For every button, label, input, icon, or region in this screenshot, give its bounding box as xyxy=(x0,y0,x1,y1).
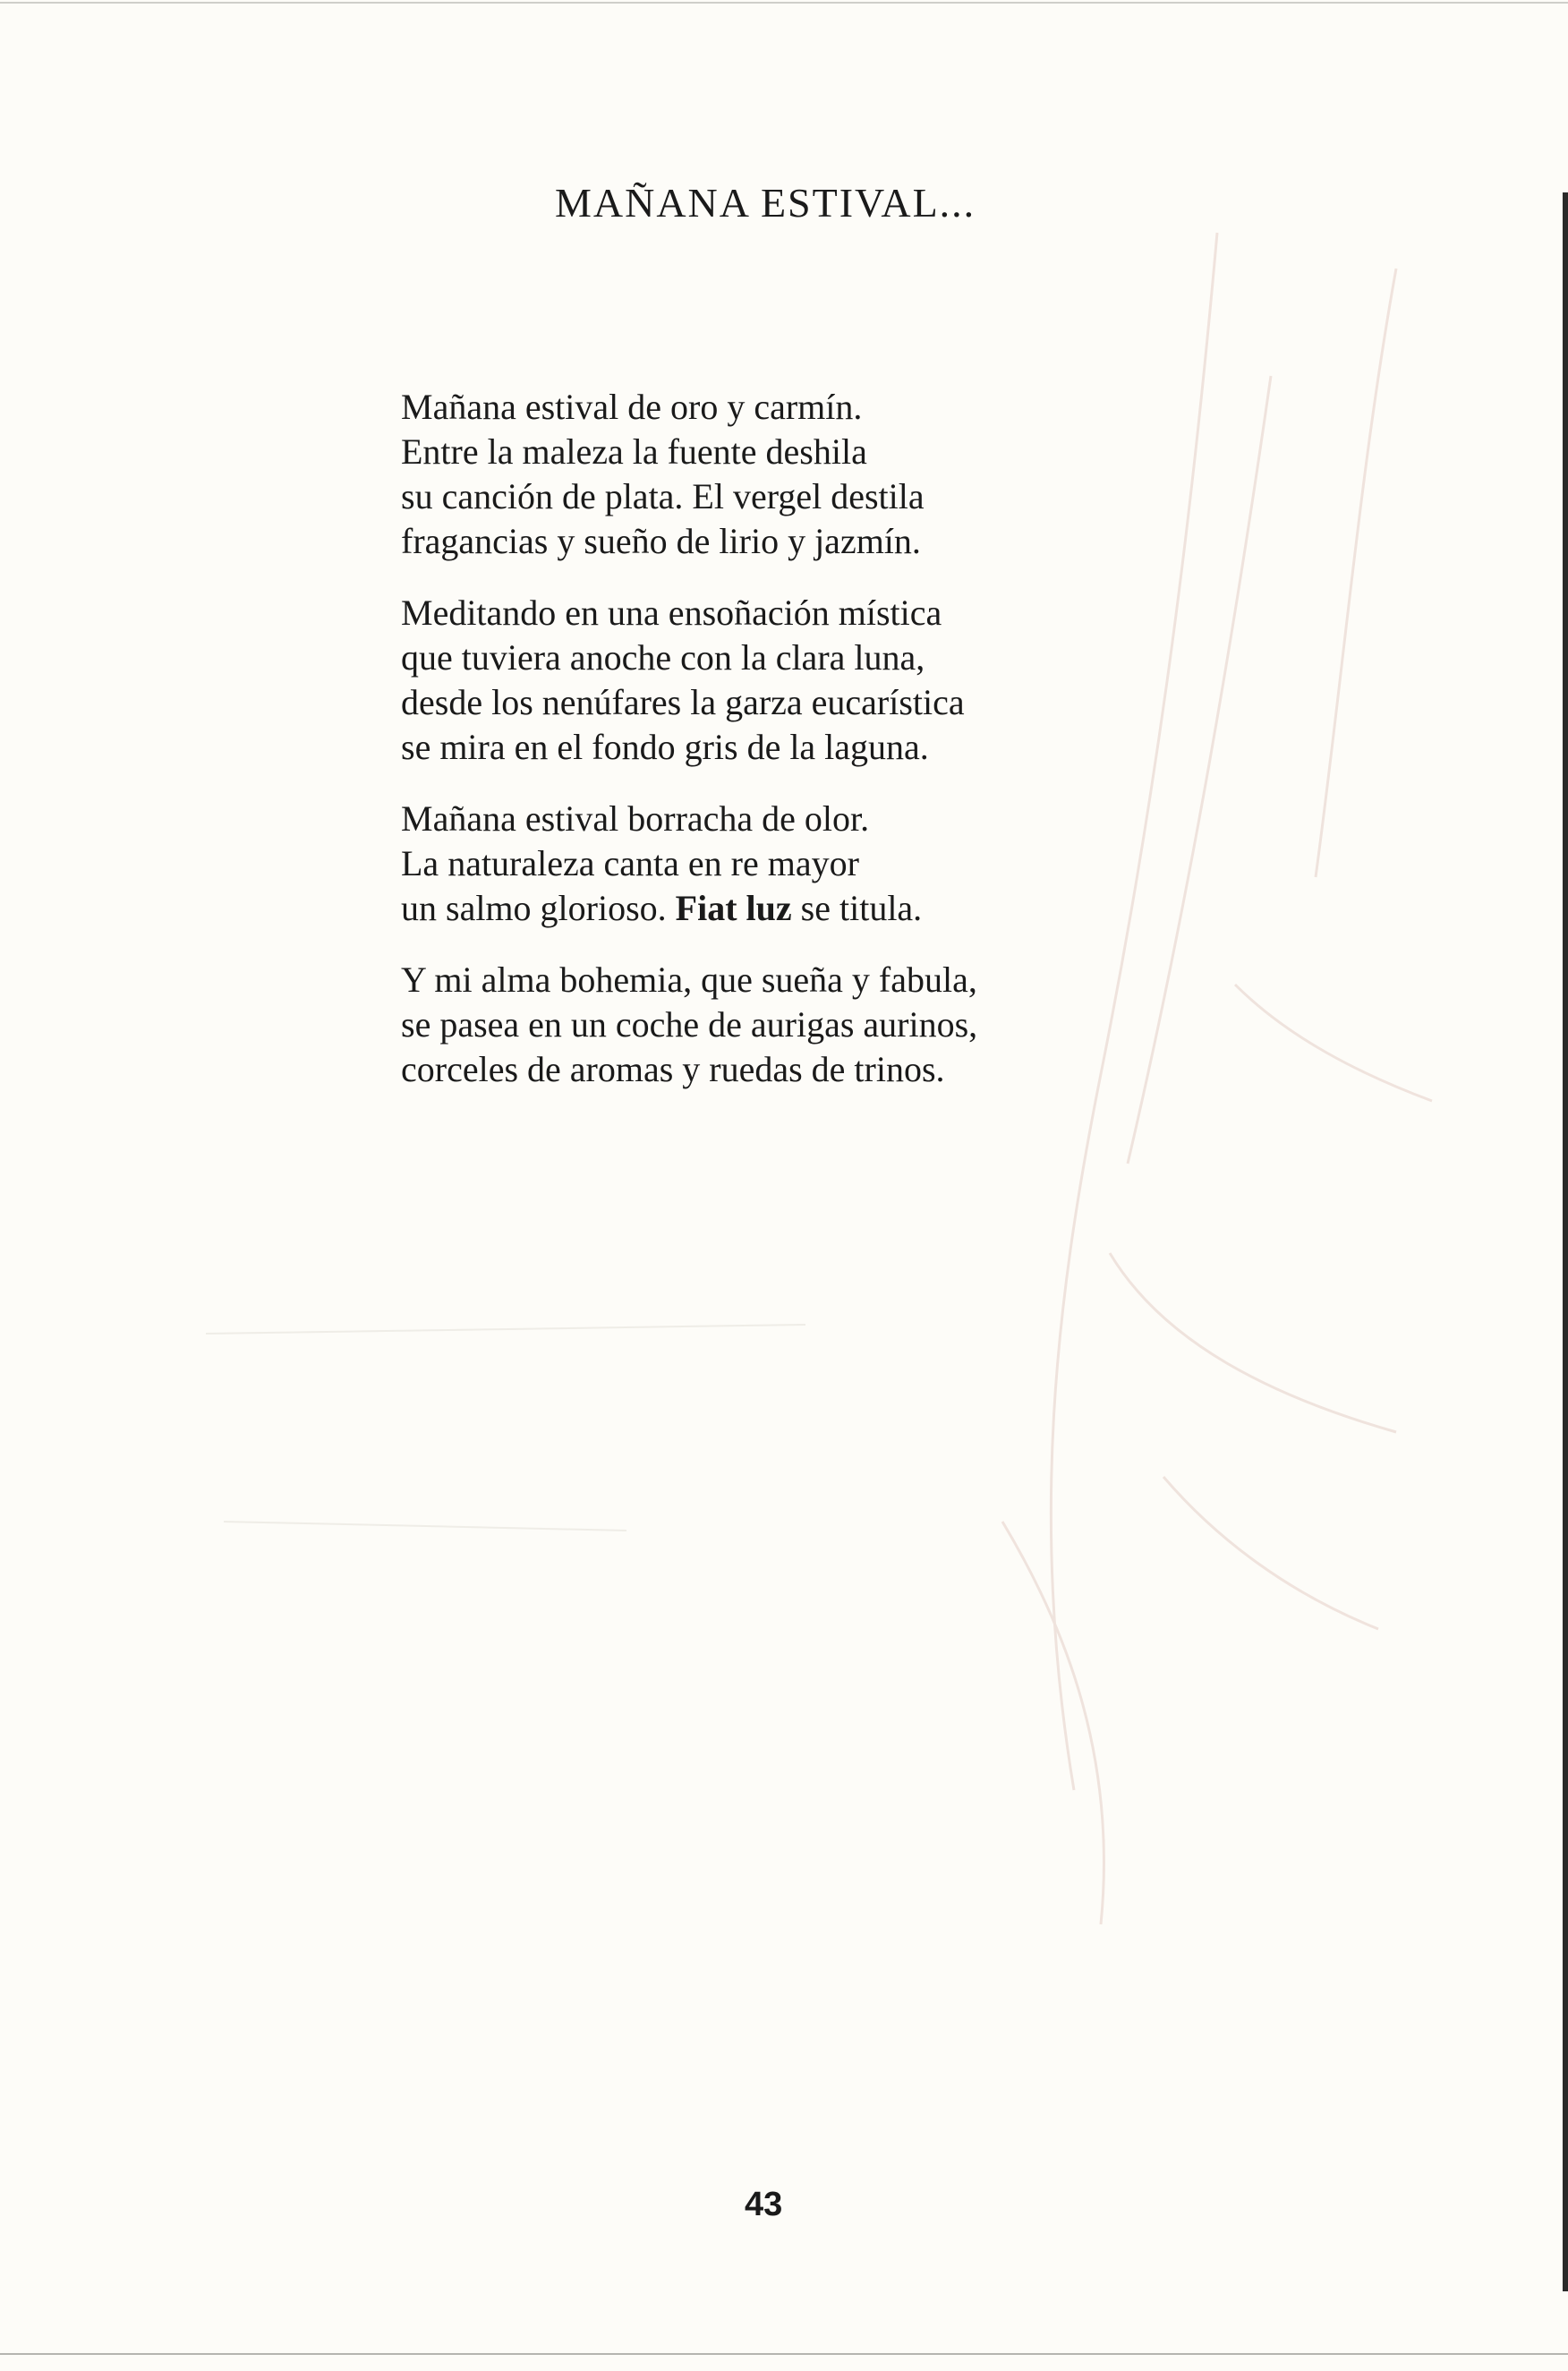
stanza-4 xyxy=(401,958,1206,1092)
page-bottom-edge xyxy=(0,2353,1568,2355)
poem-line: Entre la maleza la fuente deshila xyxy=(401,431,867,472)
poem-line: que tuviera anoche con la clara luna, xyxy=(401,637,925,678)
poem-title: MAÑANA ESTIVAL... xyxy=(555,180,976,226)
poem-line-part: un salmo glorioso. xyxy=(401,888,676,928)
poem-line: se mira en el fondo gris de la laguna. xyxy=(401,727,929,767)
poem-line: Mañana estival borracha de olor. xyxy=(401,798,870,839)
stanza-2 xyxy=(401,591,1206,770)
poem-line: corceles de aromas y ruedas de trinos. xyxy=(401,1049,945,1089)
stanza-1 xyxy=(401,385,1206,564)
poem-line: fragancias y sueño de lirio y jazmín. xyxy=(401,521,921,561)
poem-line: se pasea en un coche de aurigas aurinos, xyxy=(401,1004,978,1045)
poem-line: desde los nenúfares la garza eucarística xyxy=(401,682,965,722)
poem-line: Y mi alma bohemia, que sueña y fabula, xyxy=(401,959,977,1000)
poem-line: Mañana estival de oro y carmín. xyxy=(401,387,863,427)
poem-line: su canción de plata. El vergel destila xyxy=(401,476,925,516)
poem-body xyxy=(401,385,1206,1119)
page-right-edge-shadow xyxy=(1563,192,1568,2291)
page-number: 43 xyxy=(745,2186,783,2223)
stanza-3 xyxy=(401,797,1206,931)
poem-line: La naturaleza canta en re mayor xyxy=(401,843,859,883)
poem-line: Meditando en una ensoñación mística xyxy=(401,593,942,633)
poem-line-part: se titula. xyxy=(791,888,923,928)
emphasis-fiat-luz: Fiat luz xyxy=(675,888,792,928)
poem-line-with-emphasis xyxy=(401,886,1206,931)
